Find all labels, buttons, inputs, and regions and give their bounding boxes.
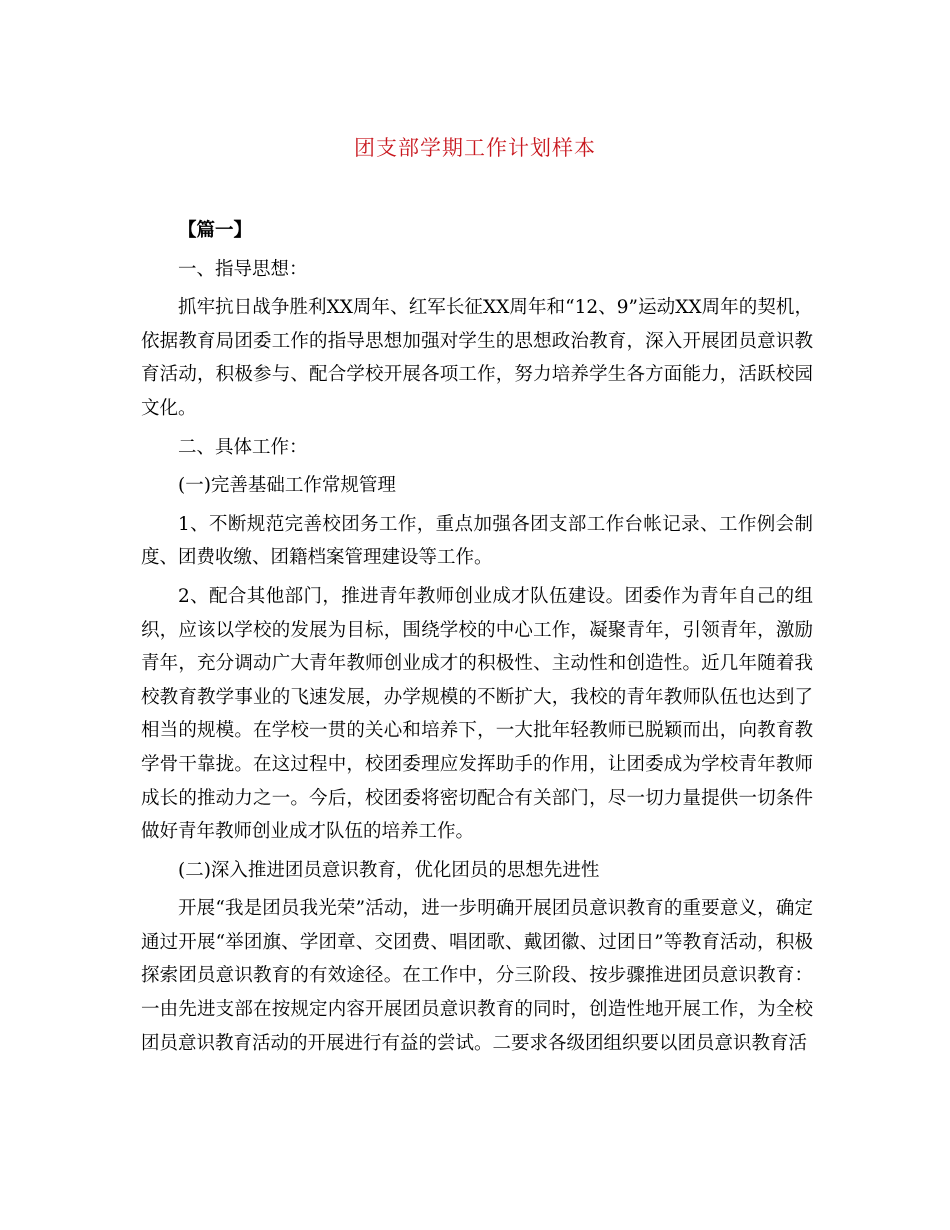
section-heading: 【篇一】 — [178, 220, 253, 241]
subheading-item-1: (一)完善基础工作常规管理 — [178, 475, 396, 497]
paragraph: 1、不断规范完善校团务工作，重点加强各团支部工作台帐记录、工作例会制度、团费收缴、团籍档案管理建设等工作。 — [141, 513, 813, 569]
document-title: 团支部学期工作计划样本 — [354, 136, 596, 160]
paragraph: 2、配合其他部门，推进青年教师创业成才队伍建设。团委作为青年自己的组织，应该以学校的发展为目标，围绕学校的中心工作，凝聚青年，引领青年，激励青年，充分调动广大青年教师创业成才的积极性、主动性和创造性。近几年随着我校教育教学事业的飞速发展，办学规模的不断扩大，我校的青年教师队伍也达到了相当的规模。在学校一贯的关心和培养下，一大批年轻教师已脱颖而出，向教育教学骨干靠拢。在这过程中，校团委理应发挥助手的作用，让团委成为学校青年教师成长的推动力之一。今后，校团委将密切配合有关部门，尽一切力量提供一切条件做好青年教师创业成才队伍的培养工作。 — [141, 585, 813, 843]
paragraph: 抓牢抗日战争胜利XX周年、红军长征XX周年和“12、9”运动XX周年的契机，依据教育局团委工作的指导思想加强对学生的思想政治教育，深入开展团员意识教育活动，积极参与、配合学校开展各项工作，努力培养学生各方面能力，活跃校园文化。 — [141, 297, 813, 419]
subheading-guiding-thought: 一、指导思想： — [178, 258, 308, 280]
subheading-specific-work: 二、具体工作： — [178, 436, 308, 458]
paragraph: 开展“我是团员我光荣”活动，进一步明确开展团员意识教育的重要意义，确定通过开展“举团旗、学团章、交团费、唱团歌、戴团徽、过团日”等教育活动，积极探索团员意识教育的有效途径。在工作中，分三阶段、按步骤推进团员意识教育：一由先进支部在按规定内容开展团员意识教育的同时，创造性地开展工作，为全校团员意识教育活动的开展进行有益的尝试。二要求各级团组织要以团员意识教育活 — [141, 898, 813, 1054]
subheading-item-2: (二)深入推进团员意识教育，优化团员的思想先进性 — [178, 859, 600, 881]
document-body — [141, 214, 813, 1065]
